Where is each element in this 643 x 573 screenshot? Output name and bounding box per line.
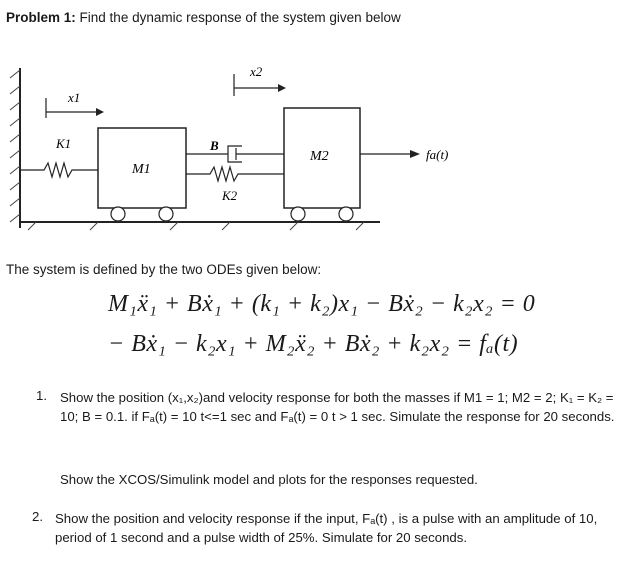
x2-label: x2 [250,64,263,79]
m2-wheel-right [339,207,353,221]
k1-label: K1 [56,136,72,151]
item-number-2: 2. [32,509,43,524]
problem-text: Find the dynamic response of the system given below [79,10,401,25]
equation-1: M₁ẍ₁ + Bẋ₁ + (k₁ + k₂)x₁ − Bẋ₂ − k₂x₂ = 0 [108,291,536,317]
spring-k1 [20,163,98,177]
mass-spring-damper-diagram [0,50,643,250]
m1-label: M1 [132,162,151,177]
x1-label: x1 [68,90,81,105]
intro-text: The system is defined by the two ODEs given below: [6,262,322,277]
m2-label: M2 [310,149,329,164]
m1-wheel-right [159,207,173,221]
item-1-text: Show the position (x₁,x₂)and velocity response for both the masses if M1 = 1; M2 = 2; K₁ = K₂ = 10; B = 0.1. if Fₐ(t) = 10 t<=1 sec and Fₐ(t) = 0 t > 1 sec. Simulate the response for 20 seconds. [60,390,615,424]
item-1-model-text: Show the XCOS/Simulink model and plots for the responses requested. [60,472,478,487]
spring-k2 [186,167,284,181]
left-wall-hatch [10,70,20,222]
problem-title [6,10,401,25]
k2-label: K2 [222,188,238,203]
m2-wheel-left [291,207,305,221]
problem-label: Problem 1: [6,10,76,25]
fa-label: fa(t) [426,147,449,162]
x1-indicator [46,90,104,118]
item-2-text: Show the position and velocity response if the input, Fₐ(t) , is a pulse with an amplitude of 10, period of 1 second and a pulse width of 25%. Simulate for 20 seconds. [55,511,598,545]
force-arrow [360,147,448,162]
damper-b [186,146,284,162]
equation-2: − Bẋ₁ − k₂x₁ + M₂ẍ₂ + Bẋ₂ + k₂x₂ = fₐ(t) [108,331,519,357]
x2-indicator [234,64,286,96]
floor-hatch [28,222,364,230]
b-label: B [210,138,219,153]
m1-wheel-left [111,207,125,221]
item-number-1: 1. [36,388,47,403]
